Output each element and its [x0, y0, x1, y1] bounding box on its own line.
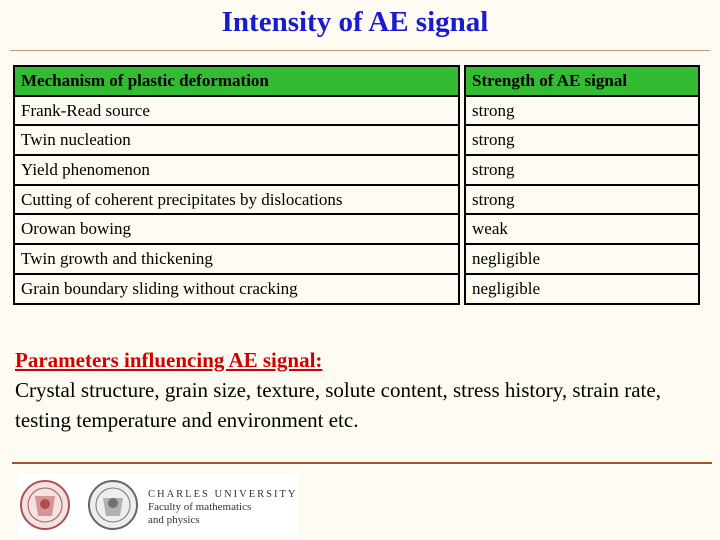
mechanism-cell: Twin growth and thickening [14, 244, 459, 274]
table-row [14, 214, 699, 244]
parameters-heading: Parameters influencing AE signal: [15, 348, 323, 372]
faculty-line-1: Faculty of mathematics [148, 501, 252, 513]
university-name: CHARLES UNIVERSITY [148, 489, 298, 500]
ae-intensity-table [13, 65, 700, 305]
bottom-divider [12, 462, 712, 464]
mechanism-cell: Grain boundary sliding without cracking [14, 274, 459, 304]
charles-university-logo [18, 474, 298, 536]
strength-cell: negligible [465, 244, 699, 274]
table-row [14, 96, 699, 126]
header-mechanism: Mechanism of plastic deformation [14, 66, 459, 96]
strength-cell: negligible [465, 274, 699, 304]
strength-cell: strong [465, 96, 699, 126]
strength-cell: weak [465, 214, 699, 244]
mechanism-cell: Twin nucleation [14, 125, 459, 155]
slide-title: Intensity of AE signal [221, 6, 489, 38]
table-row [14, 155, 699, 185]
table-row [14, 125, 699, 155]
strength-cell: strong [465, 155, 699, 185]
faculty-line-2: and physics [148, 514, 200, 526]
mechanism-cell: Orowan bowing [14, 214, 459, 244]
mechanism-cell: Yield phenomenon [14, 155, 459, 185]
header-strength: Strength of AE signal [465, 66, 699, 96]
table-row [14, 274, 699, 304]
strength-cell: strong [465, 185, 699, 215]
table-row [14, 244, 699, 274]
mechanism-cell: Cutting of coherent precipitates by dislocations [14, 185, 459, 215]
parameters-block [15, 345, 715, 435]
table-row [14, 185, 699, 215]
strength-cell: strong [465, 125, 699, 155]
mechanism-cell: Frank-Read source [14, 96, 459, 126]
title-divider [10, 50, 710, 51]
table-header-row [14, 66, 699, 96]
parameters-text: Crystal structure, grain size, texture, solute content, stress history, strain rate, testing temperature and environment etc. [15, 378, 661, 432]
